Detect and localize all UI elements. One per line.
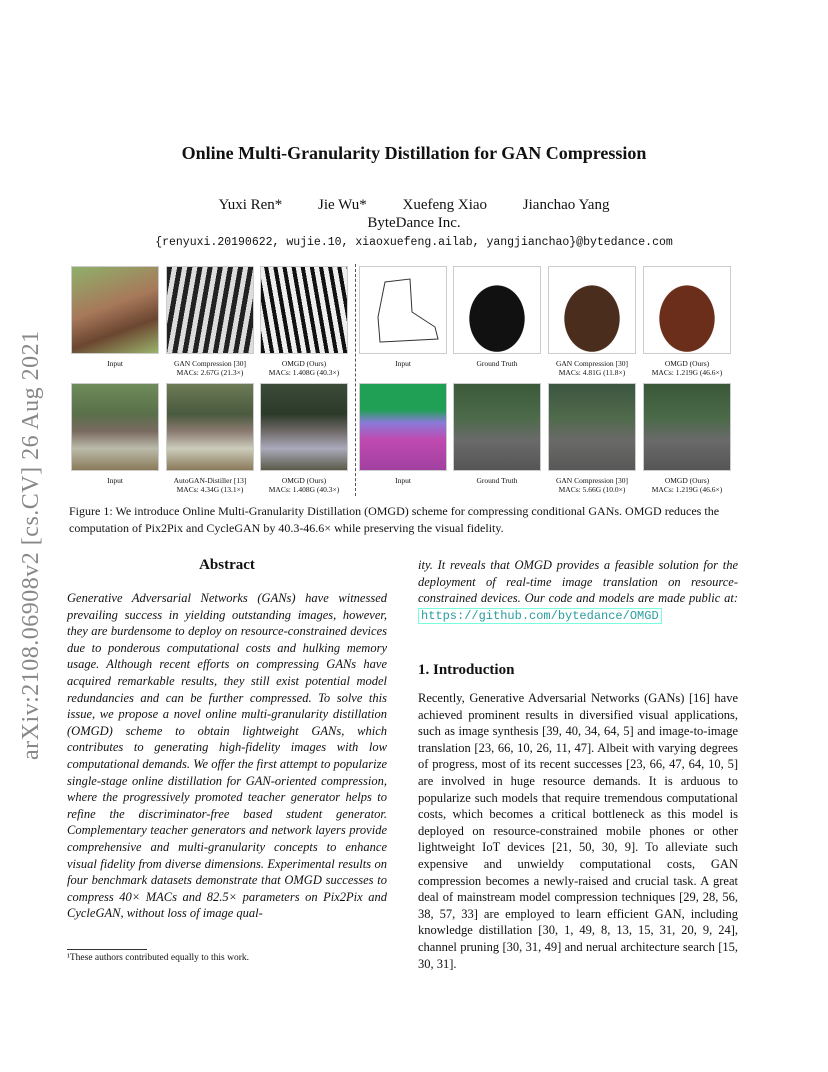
- intro-heading: 1. Introduction: [418, 662, 515, 678]
- caption-omgd-1: OMGD (Ours) MACs: 1.408G (40.3×): [268, 359, 340, 377]
- code-link[interactable]: https://github.com/bytedance/OMGD: [418, 608, 662, 624]
- caption-gancompression-3: GAN Compression [30] MACs: 5.66G (10.0×): [555, 476, 629, 494]
- author-emails: {renyuxi.20190622, wujie.10, xiaoxuefeng.ailab, yangjianchao}@bytedance.com: [155, 236, 673, 249]
- street-gancompression-image: [548, 383, 636, 471]
- caption-autogan: AutoGAN-Distiller [13] MACs: 4.34G (13.1×): [173, 476, 247, 494]
- arxiv-identifier: arXiv:2108.06908v2 [cs.CV] 26 Aug 2021: [18, 330, 44, 760]
- caption-horse-input: Input: [107, 359, 123, 368]
- caption-omgd-4: OMGD (Ours) MACs: 1.219G (46.6×): [651, 476, 723, 494]
- caption-gancompression-2: GAN Compression [30] MACs: 4.81G (11.8×): [555, 359, 629, 377]
- caption-segmentation-input: Input: [395, 476, 411, 485]
- street-omgd-image: [643, 383, 731, 471]
- caption-ground-truth-1: Ground Truth: [476, 359, 518, 368]
- boot-omgd-image: [643, 266, 731, 354]
- horse2zebra-gancompression-image: [166, 266, 254, 354]
- footnote: ¹These authors contributed equally to this work.: [67, 953, 249, 963]
- footnote-rule: [67, 949, 147, 950]
- caption-omgd-3: OMGD (Ours) MACs: 1.408G (40.3×): [268, 476, 340, 494]
- caption-gancompression-1: GAN Compression [30] MACs: 2.67G (21.3×): [173, 359, 247, 377]
- caption-omgd-2: OMGD (Ours) MACs: 1.219G (46.6×): [651, 359, 723, 377]
- caption-ground-truth-2: Ground Truth: [476, 476, 518, 485]
- horse-input-image: [71, 266, 159, 354]
- intro-body: Recently, Generative Adversarial Networks (GANs) [16] have achieved prominent results in diversified visual applications, such as image synthesis [39, 40, 34, 64, 5] and image-to-image translation [23, 66, 10, 26, 11, 47]. Albeit with varying degrees of progress, most of its recent successes [23, 66, 47, 64, 10, 5] are involved in huge resource demands. It is arduous to popularize such models that require tremendous computational costs, which becomes a critical bottleneck as this model is deployed on resource-constrained mobile phones or other lightweight IoT devices [21, 50, 30, 9]. To alleviate such expensive and unwieldy computational costs, GAN compression becomes a newly-raised and crucial task. A great deal of mainstream model compression techniques [29, 28, 56, 38, 57, 33] are employed to learn efficient GAN, including knowledge distillation [30, 1, 49, 8, 13, 15, 31, 20, 9, 24], channel pruning [30, 31, 49] and nerual architecture search [15, 30, 31].: [418, 691, 738, 971]
- figure-divider: [355, 264, 356, 496]
- affiliation: ByteDance Inc.: [367, 215, 461, 231]
- house-autogan-image: [166, 383, 254, 471]
- paper-title: Online Multi-Granularity Distillation for GAN Compression: [181, 143, 647, 163]
- caption-house-input: Input: [107, 476, 123, 485]
- horse2zebra-omgd-image: [260, 266, 348, 354]
- boot-ground-truth-image: [453, 266, 541, 354]
- author-4: Jianchao Yang: [522, 197, 610, 213]
- boot-gancompression-image: [548, 266, 636, 354]
- author-3: Xuefeng Xiao: [402, 197, 488, 213]
- abstract-body: Generative Adversarial Networks (GANs) have witnessed prevailing success in yielding outstanding images, however, they are burdensome to deploy on resource-constrained devices due to ponderous computational costs and hulking memory usage. Although recent efforts on compressing GANs have acquired remarkable results, they still exist potential model redundancies and can be further compressed. To solve this issue, we propose a novel online multi-granularity distillation (OMGD) scheme to obtain lightweight GANs, which contributes to generating high-fidelity images with low computational demands. We offer the first attempt to popularize single-stage online distillation for GAN-oriented compression, where the progressively promoted teacher generator helps to refine the discriminator-free based student generator. Complementary teacher generators and network layers provide comprehensive and multi-granularity concepts to enhance visual fidelity from diverse dimensions. Experimental results on four benchmark datasets demonstrate that OMGD successes to compress 40× MACs and 82.5× parameters on Pix2Pix and CycleGAN, without loss of image qual-: [67, 591, 387, 921]
- abstract-continued: [418, 557, 738, 624]
- figure-caption: Figure 1: We introduce Online Multi-Granularity Distillation (OMGD) scheme for compressing conditional GANs. OMGD reduces the computation of Pix2Pix and CycleGAN by 40.3-46.6× while preserving the visual fidelity.: [69, 504, 720, 535]
- edges-input-image: [359, 266, 447, 354]
- caption-edges-input: Input: [395, 359, 411, 368]
- author-2: Jie Wu*: [318, 197, 367, 213]
- house-input-image: [71, 383, 159, 471]
- abstract-heading: Abstract: [199, 557, 255, 573]
- street-ground-truth-image: [453, 383, 541, 471]
- abstract-continued-text: ity. It reveals that OMGD provides a feasible solution for the deployment of real-time image translation on resource-constrained devices. Our code and models are made public at:: [418, 558, 738, 606]
- house-omgd-image: [260, 383, 348, 471]
- segmentation-input-image: [359, 383, 447, 471]
- author-list: [0, 197, 828, 214]
- author-1: Yuxi Ren*: [218, 197, 283, 213]
